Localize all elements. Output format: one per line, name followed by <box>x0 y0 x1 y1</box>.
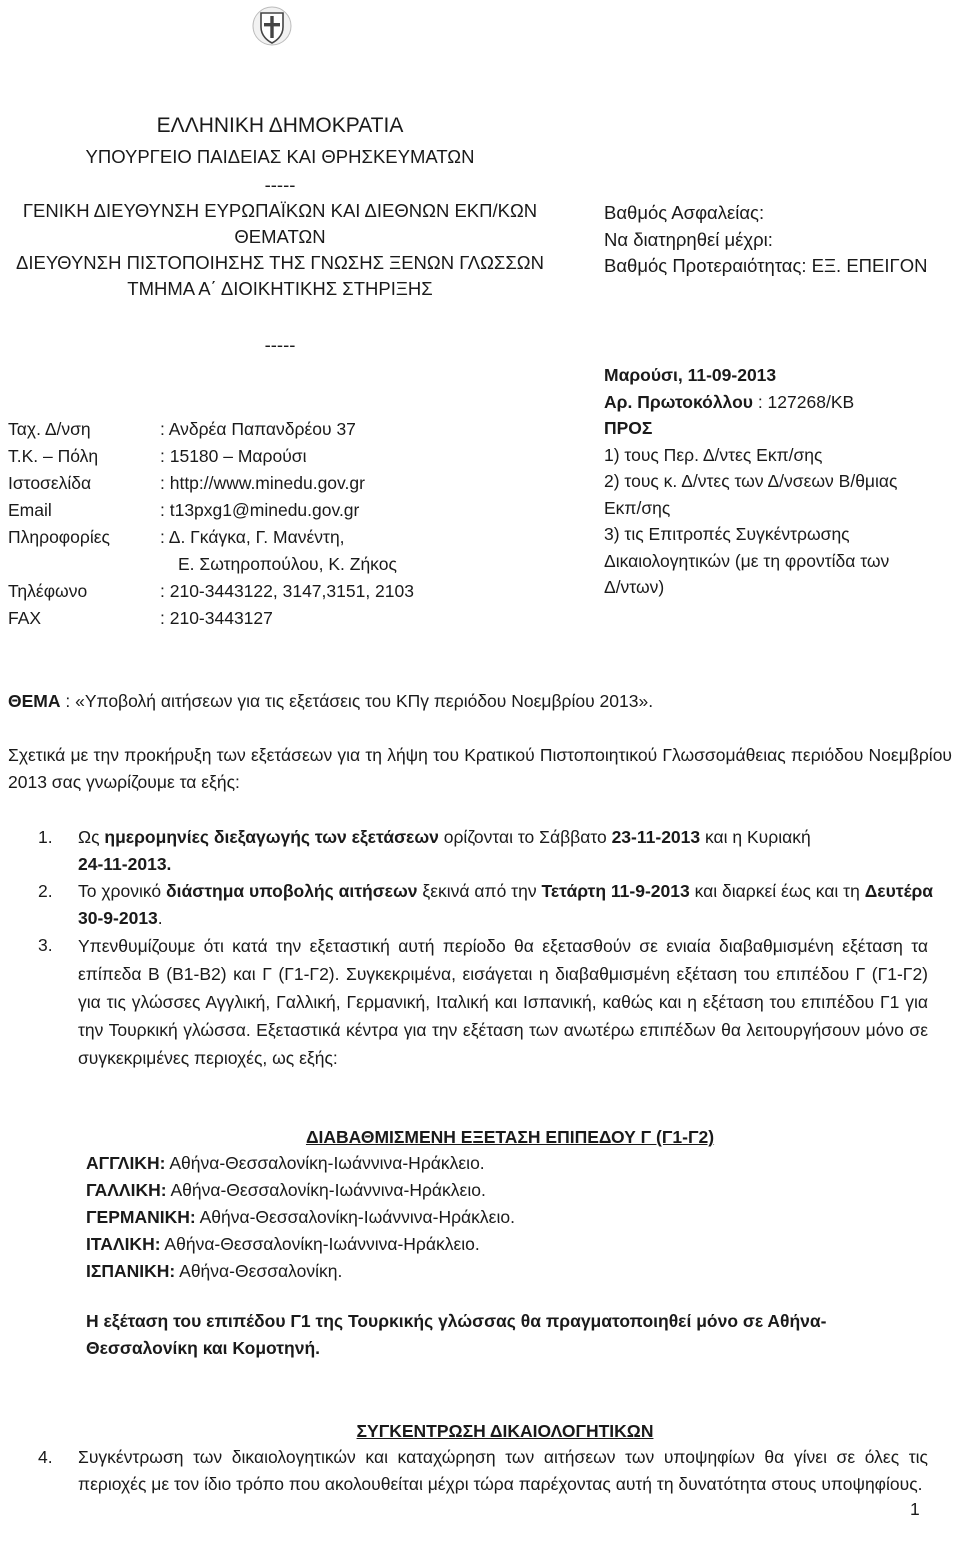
contact-row <box>8 605 478 632</box>
language-cities: Αθήνα-Θεσσαλονίκη-Ιωάννινα-Ηράκλειο. <box>166 1180 486 1200</box>
contact-row <box>8 578 478 605</box>
recipient: 3) τις Επιτροπές Συγκέντρωσης <box>604 524 850 544</box>
section-title-c-level: ΔΙΑΒΑΘΜΙΣΜΕΝΗ ΕΞΕΤΑΣΗ ΕΠΙΠΕΔΟΥ Γ (Γ1-Γ2) <box>305 1127 715 1147</box>
to-label: ΠΡΟΣ <box>604 418 653 438</box>
recipient: Δ/ντων) <box>604 577 665 597</box>
contact-label: Ιστοσελίδα <box>8 473 92 493</box>
security-level: Βαθμός Ασφαλείας: <box>604 202 765 223</box>
item-number: 4. <box>38 1447 53 1467</box>
language-cities: Αθήνα-Θεσσαλονίκη. <box>175 1261 343 1281</box>
language-cities: Αθήνα-Θεσσαλονίκη-Ιωάννινα-Ηράκλειο. <box>165 1153 485 1173</box>
text-run: 23-11-2013 <box>611 827 701 847</box>
text-run: ημερομηνίες διεξαγωγής των εξετάσεων <box>104 827 439 847</box>
website-link[interactable]: : http://www.minedu.gov.gr <box>160 473 365 493</box>
language-name: ΙΤΑΛΙΚΗ: <box>86 1234 161 1254</box>
language-list <box>86 1150 786 1285</box>
contact-label: Ταχ. Δ/νση <box>8 419 91 439</box>
protocol-line <box>604 389 960 416</box>
section-title-documents: ΣΥΓΚΕΝΤΡΩΣΗ ΔΙΚΑΙΟΛΟΓΗΤΙΚΩΝ <box>356 1421 654 1441</box>
recipient: Δικαιολογητικών (με τη φροντίδα των <box>604 550 890 571</box>
header-general-directorate-cont: ΘΕΜΑΤΩΝ <box>234 226 326 247</box>
recipient: 2) τους κ. Δ/ντες των Δ/νσεων Β/θμιας <box>604 471 898 491</box>
contact-row <box>8 416 478 443</box>
item-3-text: Υπενθυμίζουμε ότι κατά την εξεταστική αυτή περίοδο θα εξετασθούν σε ενιαία διαβαθμισμένη εξέταση τα επίπεδα Β (Β1-Β2) και Γ (Γ1-Γ2). Συγκεκριμένα, εισάγεται η διαβαθμισμένη εξέταση του επιπέδου Γ (Γ1-Γ2) για τις γλώσσες Αγγλική, Γαλλική, Γερμανική, Ιταλική και Ισπανική, καθώς και η εξέταση του επιπέδου Γ1 για την Τουρκική γλώσσα. Εξεταστικά κέντρα για την εξέταση των ανωτέρω επιπέδων θα λειτουργήσουν μόνο σε συγκεκριμένες περιοχές, ως εξής: <box>78 936 928 1068</box>
contact-label: Πληροφορίες <box>8 527 110 547</box>
contact-value: : Ανδρέα Παπανδρέου 37 <box>160 419 356 439</box>
greek-emblem-icon <box>252 4 292 48</box>
language-row <box>86 1258 786 1285</box>
security-priority: Βαθμός Προτεραιότητας: ΕΞ. ΕΠΕΙΓΟΝ <box>604 255 928 276</box>
page-number: 1 <box>910 1499 920 1519</box>
text-run: ορίζονται το Σάββατο <box>438 827 612 847</box>
header-ministry: ΥΠΟΥΡΓΕΙΟ ΠΑΙΔΕΙΑΣ ΚΑΙ ΘΡΗΣΚΕΥΜΑΤΩΝ <box>85 146 475 167</box>
security-keep-until: Να διατηρηθεί μέχρι: <box>604 228 773 250</box>
contact-label: Τηλέφωνο <box>8 581 88 601</box>
language-cities: Αθήνα-Θεσσαλονίκη-Ιωάννινα-Ηράκλειο. <box>160 1234 480 1254</box>
contact-value: Ε. Σωτηροπούλου, Κ. Ζήκος <box>178 554 397 574</box>
text-run: Ως <box>78 827 105 847</box>
contact-value: : 210-3443122, 3147,3151, 2103 <box>160 581 414 601</box>
language-name: ΙΣΠΑΝΙΚΗ: <box>86 1261 176 1281</box>
recipient: Εκπ/σης <box>604 497 671 518</box>
contact-row <box>8 470 478 497</box>
text-run: 24-11-2013. <box>78 854 172 874</box>
text-run: Δευτέρα 30-9-2013 <box>78 881 934 928</box>
subject-label: ΘΕΜΑ <box>8 691 61 711</box>
email-link[interactable]: : t13pxg1@minedu.gov.gr <box>160 500 360 520</box>
contact-row <box>8 443 478 470</box>
language-name: ΑΓΓΛΙΚΗ: <box>86 1153 166 1173</box>
header-separator: ----- <box>264 174 296 195</box>
header-general-directorate: ΓΕΝΙΚΗ ΔΙΕΥΘΥΝΣΗ ΕΥΡΩΠΑΪΚΩΝ ΚΑΙ ΔΙΕΘΝΩΝ ΕΚΠ/ΚΩΝ <box>22 200 538 221</box>
item-number: 3. <box>38 935 53 955</box>
contact-value: : 15180 – Μαρούσι <box>160 446 307 466</box>
header-department: ΤΜΗΜΑ Α΄ ΔΙΟΙΚΗΤΙΚΗΣ ΣΤΗΡΙΞΗΣ <box>127 278 433 299</box>
contact-row <box>8 524 478 551</box>
contact-label: FAX <box>8 608 42 628</box>
subject-line <box>8 688 952 715</box>
contact-value: : Δ. Γκάγκα, Γ. Μανέντη, <box>160 527 345 547</box>
text-run: Το χρονικό <box>78 881 167 901</box>
language-row <box>86 1231 786 1258</box>
item-4-text: Συγκέντρωση των δικαιολογητικών και καταχώρηση των αιτήσεων των υποψηφίων θα γίνει σε όλες τις περιοχές με τον ίδιο τρόπο που ακολουθείται μέχρι τώρα παρέχοντας αυτή τη δυνατότητα στους υποψηφίους. <box>78 1447 928 1494</box>
item-number: 2. <box>38 881 53 901</box>
text-run: . <box>157 908 163 928</box>
protocol-value: : 127268/ΚΒ <box>752 391 855 412</box>
language-row <box>86 1204 786 1231</box>
language-row <box>86 1150 786 1177</box>
contact-value: : 210-3443127 <box>160 608 273 628</box>
turkish-note <box>86 1308 946 1362</box>
turkish-note-line: Η εξέταση του επιπέδου Γ1 της Τουρκικής γλώσσας θα πραγματοποιηθεί μόνο σε Αθήνα- <box>86 1311 827 1331</box>
place-date: Μαρούσι, 11-09-2013 <box>604 365 777 385</box>
item-2-text <box>78 878 952 932</box>
contact-label: Email <box>8 500 52 520</box>
item-1-text <box>78 824 952 878</box>
language-cities: Αθήνα-Θεσσαλονίκη-Ιωάννινα-Ηράκλειο. <box>195 1207 515 1227</box>
text-run: και η Κυριακή <box>700 827 811 847</box>
item-number: 1. <box>38 827 53 847</box>
contact-row <box>8 551 478 578</box>
contact-label: Τ.Κ. – Πόλη <box>8 446 99 466</box>
turkish-note-line: Θεσσαλονίκη και Κομοτηνή. <box>86 1338 321 1358</box>
intro-paragraph: Σχετικά με την προκήρυξη των εξετάσεων για τη λήψη του Κρατικού Πιστοποιητικού Γλωσσομάθειας περιόδου Νοεμβρίου 2013 σας γνωρίζουμε τα εξής: <box>8 745 952 792</box>
contact-label <box>8 551 178 578</box>
text-run: διάστημα υποβολής αιτήσεων <box>166 881 418 901</box>
text-run: ξεκινά από την <box>417 881 542 901</box>
text-run: Τετάρτη 11-9-2013 <box>541 881 690 901</box>
header-republic: ΕΛΛΗΝΙΚΗ ΔΗΜΟΚΡΑΤΙΑ <box>156 114 404 137</box>
language-name: ΓΕΡΜΑΝΙΚΗ: <box>86 1207 196 1227</box>
header-separator-2: ----- <box>264 334 296 355</box>
subject-text: : «Υποβολή αιτήσεων για τις εξετάσεις του ΚΠγ περιόδου Νοεμβρίου 2013». <box>60 691 654 711</box>
text-run: και διαρκεί έως και τη <box>689 881 865 901</box>
meta-block <box>604 362 960 601</box>
protocol-label: Αρ. Πρωτοκόλλου <box>604 391 753 412</box>
security-block <box>604 200 927 280</box>
language-name: ΓΑΛΛΙΚΗ: <box>86 1180 167 1200</box>
recipient: 1) τους Περ. Δ/ντες Εκπ/σης <box>604 444 823 465</box>
contact-row <box>8 497 478 524</box>
contact-block <box>8 416 478 632</box>
header-directorate: ΔΙΕΥΘΥΝΣΗ ΠΙΣΤΟΠΟΙΗΣΗΣ ΤΗΣ ΓΝΩΣΗΣ ΞΕΝΩΝ ΓΛΩΣΣΩΝ <box>16 252 544 273</box>
language-row <box>86 1177 786 1204</box>
